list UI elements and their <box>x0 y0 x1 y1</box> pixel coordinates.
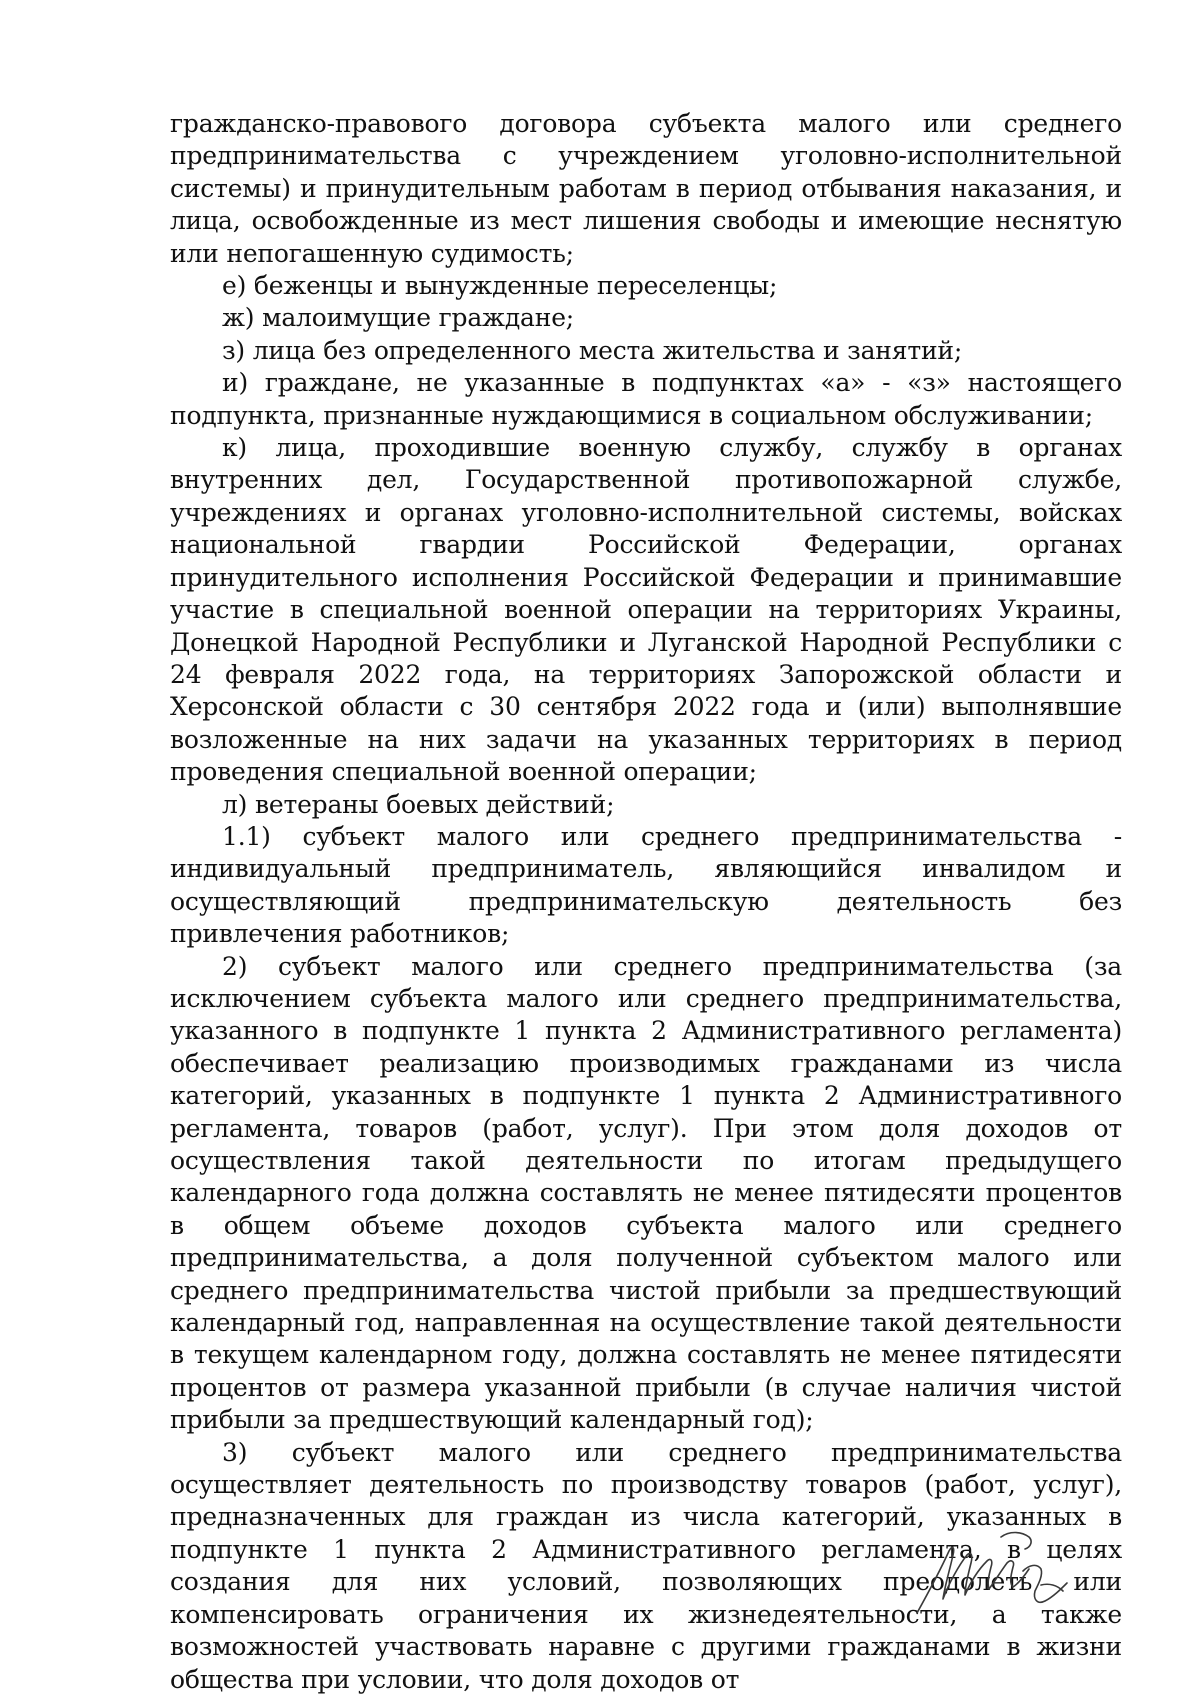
handwritten-signature-icon <box>905 1525 1085 1620</box>
paragraph-item-l: л) ветераны боевых действий; <box>222 789 615 819</box>
paragraph-item-z: з) лица без определенного места жительства и занятий; <box>222 335 963 365</box>
document-body <box>170 108 1122 1696</box>
paragraph-subpoint-1-1: 1.1) субъект малого или среднего предпринимательства - индивидуальный предприниматель, являющийся инвалидом и осуществляющий предпринимательскую деятельность без привлечения работников; <box>170 821 1122 949</box>
paragraph-item-i: и) граждане, не указанные в подпунктах «а» - «з» настоящего подпункта, признанные нуждающимися в социальном обслуживании; <box>170 368 1122 430</box>
paragraph-item-zh: ж) малоимущие граждане; <box>222 303 575 333</box>
paragraph-continuation: гражданско-правового договора субъекта малого или среднего предпринимательства с учреждением уголовно-исполнительной системы) и принудительным работам в период отбывания наказания, и лица, освобожденные из мест лишения свободы и имеющие неснятую или непогашенную судимость; <box>170 109 1122 268</box>
paragraph-subpoint-2: 2) субъект малого или среднего предпринимательства (за исключением субъекта малого или среднего предпринимательства, указанного в подпункте 1 пункта 2 Административного регламента) обеспечивает реализацию производимых гражданами из числа категорий, указанных в подпункте 1 пункта 2 Административного регламента, товаров (работ, услуг). При этом доля доходов от осуществления такой деятельности по итогам предыдущего календарного года должна составлять не менее пятидесяти процентов в общем объеме доходов субъекта малого или среднего предпринимательства, а доля полученной субъектом малого или среднего предпринимательства чистой прибыли за предшествующий календарный год, направленная на осуществление такой деятельности в текущем календарном году, должна составлять не менее пятидесяти процентов от размера указанной прибыли (в случае наличия чистой прибыли за предшествующий календарный год); <box>170 951 1122 1435</box>
paragraph-subpoint-3: 3) субъект малого или среднего предпринимательства осуществляет деятельность по производству товаров (работ, услуг), предназначенных для граждан из числа категорий, указанных в подпункте 1 пункта 2 Административного регламента, в целях создания для них условий, позволяющих преодолеть или компенсировать ограничения их жизнедеятельности, а также возможностей участвовать наравне с другими гражданами в жизни общества при условии, что доля доходов от <box>170 1437 1122 1694</box>
paragraph-item-e: е) беженцы и вынужденные переселенцы; <box>222 271 778 301</box>
paragraph-item-k: к) лица, проходившие военную службу, службу в органах внутренних дел, Государственной противопожарной службе, учреждениях и органах уголовно-исполнительной системы, войсках национальной гвардии Российской Федерации, органах принудительного исполнения Российской Федерации и принимавшие участие в специальной военной операции на территориях Украины, Донецкой Народной Республики и Луганской Народной Республики с 24 февраля 2022 года, на территориях Запорожской области и Херсонской области с 30 сентября 2022 года и (или) выполнявшие возложенные на них задачи на указанных территориях в период проведения специальной военной операции; <box>170 433 1122 787</box>
